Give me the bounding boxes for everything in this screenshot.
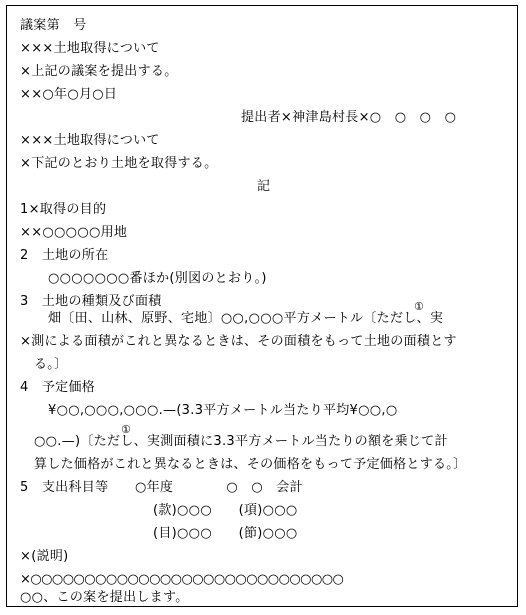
item-3-heading: 3 土地の種類及び面積 [20, 294, 162, 309]
item-3-line-2: ×測による面積がこれと異なるときは、その面積をもって土地の面積とす [20, 334, 457, 349]
bill-subject: ×××土地取得について [20, 41, 160, 56]
annotation-mark: ① [121, 423, 131, 436]
item-4-line-3: 算した価格がこれと異なるときは、その価格をもって予定価格とする。〕 [34, 457, 467, 472]
submitter: 提出者×神津島村長×○ ○ ○ ○ [241, 110, 457, 125]
item-4-line-2: ○○.—)〔ただし、実測面積に3.3平方メートル当たりの額を乗じて計 [34, 434, 448, 449]
item-5-line-2: (目)○○○ (節)○○○ [153, 526, 298, 541]
proposal-title: ×××土地取得について [20, 133, 160, 148]
bill-number: 議案第 号 [20, 18, 87, 33]
item-3-line-1: 畑〔田、山林、原野、宅地〕○○,○○○平方メートル〔ただし、実 [48, 311, 444, 326]
submission-date: ××○年○月○日 [20, 87, 118, 102]
item-1-heading: 1×取得の目的 [20, 202, 107, 217]
item-2-heading: 2 土地の所在 [20, 248, 109, 263]
item-4-heading: 4 予定価格 [20, 380, 96, 395]
annotation-mark: ① [414, 300, 424, 313]
explanation-line-1: ×○○○○○○○○○○○○○○○○○○○○○○○○○○○○○ [20, 572, 344, 587]
notes-heading: 記 [257, 179, 271, 194]
item-4-line-1: ¥○○,○○○,○○○.—(3.3平方メートル当たり平均¥○○,○ [48, 403, 398, 418]
explanation-heading: ×(説明) [20, 549, 69, 564]
item-5-heading: 5 支出科目等 ○年度 ○ ○ 会計 [20, 480, 303, 495]
document-frame [6, 5, 518, 607]
explanation-line-2: ○○、この案を提出します。 [20, 590, 189, 605]
item-2-content: ○○○○○○○番ほか(別図のとおり。) [48, 271, 267, 286]
submission-statement: ×上記の議案を提出する。 [20, 64, 178, 79]
item-3-line-3: る。〕 [34, 357, 68, 372]
proposal-text: ×下記のとおり土地を取得する。 [20, 156, 218, 171]
item-5-line-1: (款)○○○ (項)○○○ [153, 503, 298, 518]
item-1-content: ××○○○○○用地 [20, 225, 128, 240]
